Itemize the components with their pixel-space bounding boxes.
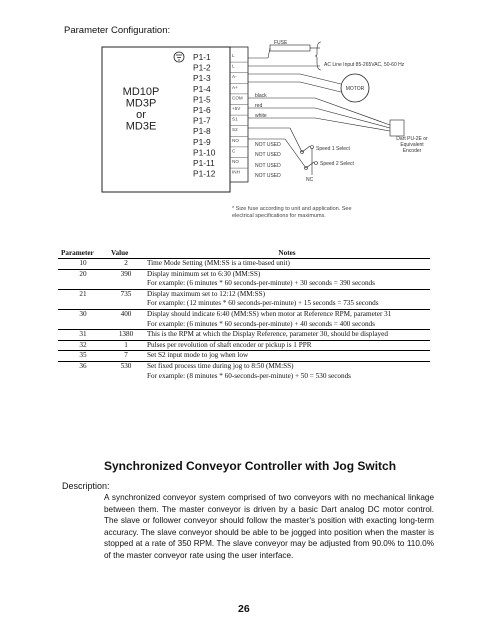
cell-param: 20 <box>58 269 108 279</box>
table-row <box>58 330 430 341</box>
terminal-label: NO <box>232 137 239 143</box>
not-used-label: NOT USED <box>255 142 281 148</box>
cell-param <box>58 299 108 309</box>
cell-param: 30 <box>58 309 108 319</box>
pin-label: P1-10 <box>193 147 216 158</box>
terminal-label: +5V <box>232 106 241 111</box>
table-row <box>58 309 430 319</box>
cell-notes: This is the RPM at which the Display Reference, parameter 30, should be displayed <box>144 330 430 341</box>
cell-param: 31 <box>58 330 108 341</box>
terminal-label: L <box>232 53 235 58</box>
terminal-label: INH <box>232 169 240 175</box>
cell-param <box>58 372 108 382</box>
table-row <box>58 372 430 382</box>
pin-label: P1-8 <box>193 126 211 137</box>
cell-param <box>58 279 108 289</box>
encoder-icon <box>390 120 404 136</box>
cell-value: 2 <box>124 259 128 267</box>
cell-value <box>108 320 144 330</box>
pin-label: P1-12 <box>193 168 216 179</box>
terminal-label: COM <box>232 95 243 101</box>
pin-label: P1-9 <box>193 136 211 147</box>
encoder-label: Encoder <box>402 148 422 154</box>
cell-value: 400 <box>108 309 144 319</box>
encoder-label: Equivalent <box>400 142 424 148</box>
pin-label: P1-6 <box>193 105 211 115</box>
motor-text: MOTOR <box>345 86 365 92</box>
cell-param: 36 <box>58 361 108 371</box>
speed1-text: Speed 1 Select <box>316 146 350 152</box>
terminal-label: S1 <box>232 116 238 122</box>
table-row <box>58 361 430 371</box>
pin-label: P1-1 <box>193 52 211 62</box>
encoder-label: Dart PU-2E or <box>396 136 428 142</box>
cell-value <box>108 279 144 289</box>
cell-notes: Display should indicate 6:40 (MM:SS) when motor at Reference RPM, parameter 31 <box>144 309 430 319</box>
cell-value: 1380 <box>108 330 144 341</box>
section-label: Parameter Configuration: <box>64 25 171 36</box>
page-number: 26 <box>238 603 250 615</box>
table-row <box>58 320 430 330</box>
cell-notes: For example: (6 minutes * 60 seconds-per-minute) + 40 seconds = 400 seconds <box>147 319 375 328</box>
terminal-label: A- <box>232 74 237 80</box>
cell-notes: Display maximum set to 12:12 (MM:SS) <box>144 289 430 299</box>
table-row <box>58 351 430 362</box>
terminal-label: A+ <box>232 84 238 90</box>
cell-value <box>108 299 144 309</box>
parameter-table <box>58 249 430 381</box>
cell-param: 10 <box>79 259 87 267</box>
nc-text: NC <box>306 177 314 183</box>
table-row <box>58 259 430 270</box>
cell-value: 390 <box>108 269 144 279</box>
header-parameter: Parameter <box>58 249 108 259</box>
section-heading: Synchronized Conveyor Controller with Jog Switch <box>104 459 397 473</box>
cell-param: 35 <box>58 351 108 362</box>
terminal-label: C <box>232 148 236 154</box>
table-row <box>58 340 430 351</box>
table-row <box>58 289 430 299</box>
table-row <box>58 269 430 279</box>
pin-label: P1-4 <box>193 83 211 94</box>
cell-param: 21 <box>58 289 108 299</box>
model-label: or <box>136 109 146 121</box>
fuse-note: * Size fuse according to unit and application. See electrical specifications for maximums. <box>232 206 352 219</box>
pin-label: P1-2 <box>193 62 211 73</box>
speed2-switch-icon <box>305 162 318 170</box>
cell-notes: Time Mode Setting (MM:SS is a time-based unit) <box>147 259 290 267</box>
speed1-switch-icon <box>301 146 314 154</box>
terminal-label: NO <box>232 159 239 164</box>
not-used-label: NOT USED <box>255 163 281 169</box>
table-header-row <box>58 249 430 259</box>
cell-value: 735 <box>108 289 144 299</box>
terminal-label: L <box>232 63 235 69</box>
cell-value: 1 <box>108 340 144 351</box>
header-value: Value <box>108 249 144 259</box>
wiring-diagram <box>0 0 489 240</box>
cell-notes: For example: (6 minutes * 60 seconds-per-minute) + 30 seconds = 390 seconds <box>147 279 375 288</box>
ground-icon <box>174 52 184 62</box>
cell-value <box>108 372 144 382</box>
wire-label: red <box>255 103 263 109</box>
pin-label: P1-7 <box>193 115 211 126</box>
description-body: A synchronized conveyor system comprised of two conveyors with no mechanical linkage between them. The master conveyor is driven by a basic Dart analog DC motor control. The slave or follower conveyor should follow the master's position with exacting long-term accuracy. The slave conveyor should be able to be jogged into position when the master is stopped at a rate of 350 RPM. The slave conveyor may be adjusted from 90.0% to 110.0% of the master conveyor rate using the user interface. <box>104 493 434 560</box>
cell-param <box>58 320 108 330</box>
model-label: MD3P <box>125 97 157 110</box>
wire-label: white <box>255 113 267 119</box>
fuse-text: FUSE <box>274 40 288 46</box>
pin-label: P1-3 <box>193 73 211 84</box>
cell-notes: Set S2 input mode to jog when low <box>144 351 430 362</box>
table-row <box>58 299 430 309</box>
cell-notes: Display minimum set to 6:30 (MM:SS) <box>144 269 430 279</box>
header-notes: Notes <box>144 249 430 259</box>
cell-notes: For example: (12 minutes * 60 seconds-per-minute) + 15 seconds = 735 seconds <box>147 299 379 308</box>
wire-label: black <box>255 93 267 99</box>
pin-label: P1-11 <box>193 158 215 168</box>
table-row <box>58 279 430 289</box>
speed2-text: Speed 2 Select <box>320 161 354 167</box>
cell-param: 32 <box>58 340 108 351</box>
cell-value: 530 <box>108 361 144 371</box>
terminal-label: S2 <box>232 127 238 133</box>
cell-notes: For example: (8 minutes * 60-seconds-per-minute) + 50 = 530 seconds <box>147 371 351 380</box>
cell-notes: Pulses per revolution of shaft encoder or pickup is 1 PPR <box>144 340 430 351</box>
ac-text: AC Line Input 85-265VAC, 50-60 Hz <box>324 62 405 68</box>
cell-notes: Set fixed process time during jog to 8:50 (MM:SS) <box>144 361 430 371</box>
model-label: MD3E <box>125 120 157 133</box>
not-used-label: NOT USED <box>255 152 281 158</box>
model-label: MD10P <box>122 86 160 98</box>
description-label: Description: <box>62 481 110 491</box>
not-used-label: NOT USED <box>255 173 281 179</box>
pin-label: P1-5 <box>193 94 211 105</box>
cell-value: 7 <box>108 351 144 362</box>
